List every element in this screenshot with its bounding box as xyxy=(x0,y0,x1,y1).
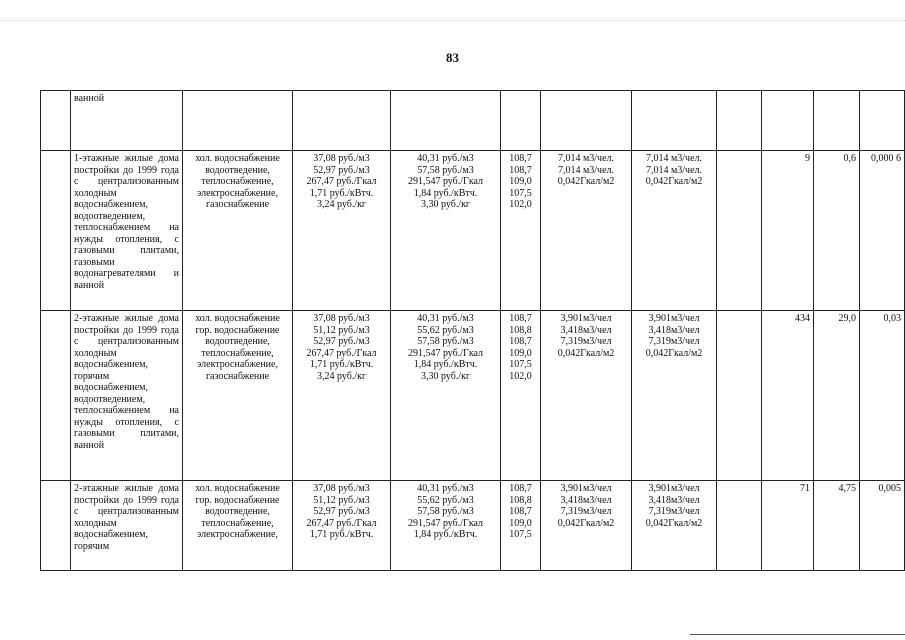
growth-index xyxy=(501,151,541,311)
tariff-new-line: 291,547 руб./Гкал xyxy=(407,347,484,359)
growth-index-line: 108,7 xyxy=(509,313,532,324)
consumption-norm-current-line: 7,319м3/чел xyxy=(560,336,612,347)
growth-index-line: 102,0 xyxy=(509,370,532,382)
consumption-norm-new-line: 0,042Гкал/м2 xyxy=(645,176,703,187)
growth-index-line: 108,7 xyxy=(509,483,532,494)
consumption-norm-new xyxy=(632,91,717,151)
share-value: 0,005 xyxy=(860,481,905,571)
tariff-new-line: 1,84 руб./кВтч. xyxy=(413,359,478,370)
table-row xyxy=(41,91,905,151)
tariff-new xyxy=(391,91,501,151)
tariff-current-line: 37,08 руб./м3 xyxy=(313,313,370,324)
utility-services-line: водоотведение, xyxy=(205,506,270,517)
table-row xyxy=(41,481,905,571)
consumption-norm-current-line: 3,901м3/чел xyxy=(560,313,612,324)
tariff-current-line: 51,12 руб./м3 xyxy=(313,324,370,336)
tariff-new-line: 40,31 руб./м3 xyxy=(417,313,474,324)
table-row xyxy=(41,151,905,311)
tariff-current-line: 3,24 руб./кг xyxy=(316,199,367,210)
tariff-new xyxy=(391,311,501,481)
tariff-current-line: 52,97 руб./м3 xyxy=(313,164,370,176)
consumption-norm-current-line: 3,901м3/чел xyxy=(560,483,612,494)
population-count xyxy=(762,91,814,151)
tariff-current-line: 1,71 руб./кВтч. xyxy=(309,529,374,540)
consumption-norm-current-line: 0,042Гкал/м2 xyxy=(557,176,615,187)
tariff-current xyxy=(293,151,391,311)
utility-services-line: хол. водоснабжение xyxy=(195,153,280,164)
consumption-norm-new-line: 0,042Гкал/м2 xyxy=(645,517,703,529)
area-value: 29,0 xyxy=(814,311,860,481)
tariff-new-line: 291,547 руб./Гкал xyxy=(407,517,484,529)
extra-column xyxy=(717,91,762,151)
housing-type-description: ванной xyxy=(71,91,183,151)
tariff-current xyxy=(293,311,391,481)
consumption-norm-new-line: 7,319м3/чел xyxy=(648,336,700,347)
consumption-norm-new-line: 7,319м3/чел xyxy=(648,506,700,517)
utility-services-line: хол. водоснабжение xyxy=(195,483,280,494)
growth-index xyxy=(501,481,541,571)
growth-index xyxy=(501,311,541,481)
housing-type-description: 2-этажные жилые дома постройки до 1999 года с централизованным холодным водоснабжением, горячим xyxy=(71,481,183,571)
consumption-norm-new xyxy=(632,311,717,481)
growth-index-line: 102,0 xyxy=(509,199,532,210)
consumption-norm-new-line: 7,014 м3/чел. xyxy=(645,164,703,176)
utility-services-line: электроснабжение, xyxy=(197,187,278,199)
consumption-norm-current-line: 0,042Гкал/м2 xyxy=(557,347,615,359)
consumption-norm-current-line: 7,319м3/чел xyxy=(560,506,612,517)
utility-services xyxy=(183,151,293,311)
utility-services-line: гор. водоснабжение xyxy=(195,324,280,336)
growth-index-line: 108,7 xyxy=(509,153,532,164)
growth-index-line: 109,0 xyxy=(509,517,532,529)
tariff-current-line: 3,24 руб./кг xyxy=(316,370,367,382)
scan-bottom-line xyxy=(690,634,905,635)
row-margin-cell xyxy=(41,311,71,481)
utility-services-line: электроснабжение, xyxy=(197,359,278,370)
utility-services-line: теплоснабжение, xyxy=(201,176,274,187)
row-margin-cell xyxy=(41,481,71,571)
tariff-table xyxy=(40,90,905,571)
consumption-norm-new xyxy=(632,481,717,571)
consumption-norm-current-line: 3,418м3/чел xyxy=(560,324,612,336)
extra-column xyxy=(717,151,762,311)
growth-index-line: 109,0 xyxy=(509,347,532,359)
growth-index-line: 107,5 xyxy=(509,529,532,540)
population-count: 9 xyxy=(762,151,814,311)
growth-index-line: 108,8 xyxy=(509,324,532,336)
consumption-norm-current xyxy=(541,481,632,571)
table-row xyxy=(41,311,905,481)
tariff-current-line: 1,71 руб./кВтч. xyxy=(309,187,374,199)
utility-services-line: хол. водоснабжение xyxy=(195,313,280,324)
row-margin-cell xyxy=(41,91,71,151)
utility-services-line: теплоснабжение, xyxy=(201,347,274,359)
growth-index-line: 107,5 xyxy=(509,187,532,199)
share-value: 0,000 6 xyxy=(860,151,905,311)
tariff-new-line: 57,58 руб./м3 xyxy=(417,506,474,517)
tariff-new-line: 40,31 руб./м3 xyxy=(417,483,474,494)
consumption-norm-new-line: 0,042Гкал/м2 xyxy=(645,347,703,359)
area-value: 4,75 xyxy=(814,481,860,571)
consumption-norm-current xyxy=(541,311,632,481)
growth-index-line: 109,0 xyxy=(509,176,532,187)
tariff-new-line: 3,30 руб./кг xyxy=(420,199,471,210)
scan-top-edge xyxy=(0,0,905,21)
tariff-new-line: 291,547 руб./Гкал xyxy=(407,176,484,187)
tariff-current-line: 267,47 руб./Гкал xyxy=(306,517,377,529)
consumption-norm-current-line: 3,418м3/чел xyxy=(560,494,612,506)
consumption-norm-new-line: 3,901м3/чел xyxy=(648,483,700,494)
utility-services-line: водоотведение, xyxy=(205,164,270,176)
consumption-norm-new-line: 3,901м3/чел xyxy=(648,313,700,324)
tariff-current-line: 37,08 руб./м3 xyxy=(313,153,370,164)
tariff-new xyxy=(391,481,501,571)
tariff-current-line: 52,97 руб./м3 xyxy=(313,506,370,517)
growth-index-line: 108,8 xyxy=(509,494,532,506)
tariff-current-line: 267,47 руб./Гкал xyxy=(306,347,377,359)
row-margin-cell xyxy=(41,151,71,311)
tariff-current-line: 37,08 руб./м3 xyxy=(313,483,370,494)
page-number: 83 xyxy=(446,50,459,65)
growth-index xyxy=(501,91,541,151)
tariff-new-line: 1,84 руб./кВтч. xyxy=(413,187,478,199)
population-count: 434 xyxy=(762,311,814,481)
growth-index-line: 108,7 xyxy=(509,164,532,176)
share-value: 0,03 xyxy=(860,311,905,481)
housing-type-description: 1-этажные жилые дома постройки до 1999 года с централизованным холодным водоснабжением, водоотведением, теплоснабжением на нужды отопления, с газовыми плитами, газовыми водонагревателями и ванной xyxy=(71,151,183,311)
consumption-norm-new xyxy=(632,151,717,311)
utility-services-line: газоснабжение xyxy=(205,199,270,210)
tariff-current xyxy=(293,91,391,151)
consumption-norm-current-line: 7,014 м3/чел. xyxy=(557,153,615,164)
area-value: 0,6 xyxy=(814,151,860,311)
tariff-new-line: 40,31 руб./м3 xyxy=(417,153,474,164)
growth-index-line: 107,5 xyxy=(509,359,532,370)
area-value xyxy=(814,91,860,151)
consumption-norm-new-line: 3,418м3/чел xyxy=(648,324,700,336)
consumption-norm-new-line: 3,418м3/чел xyxy=(648,494,700,506)
tariff-new-line: 55,62 руб./м3 xyxy=(417,324,474,336)
utility-services xyxy=(183,311,293,481)
utility-services-line: электроснабжение, xyxy=(197,529,278,540)
utility-services-line: теплоснабжение, xyxy=(201,517,274,529)
growth-index-line: 108,7 xyxy=(509,336,532,347)
share-value xyxy=(860,91,905,151)
tariff-current-line: 1,71 руб./кВтч. xyxy=(309,359,374,370)
consumption-norm-current xyxy=(541,91,632,151)
utility-services xyxy=(183,91,293,151)
growth-index-line: 108,7 xyxy=(509,506,532,517)
tariff-new-line: 3,30 руб./кг xyxy=(420,370,471,382)
utility-services-line: водоотведение, xyxy=(205,336,270,347)
tariff-current-line: 52,97 руб./м3 xyxy=(313,336,370,347)
tariff-current-line: 51,12 руб./м3 xyxy=(313,494,370,506)
population-count: 71 xyxy=(762,481,814,571)
consumption-norm-current xyxy=(541,151,632,311)
utility-services xyxy=(183,481,293,571)
consumption-norm-current-line: 0,042Гкал/м2 xyxy=(557,517,615,529)
consumption-norm-current-line: 7,014 м3/чел. xyxy=(557,164,615,176)
consumption-norm-new-line: 7,014 м3/чел. xyxy=(645,153,703,164)
tariff-current-line: 267,47 руб./Гкал xyxy=(306,176,377,187)
tariff-new-line: 1,84 руб./кВтч. xyxy=(413,529,478,540)
tariff-new-line: 57,58 руб./м3 xyxy=(417,164,474,176)
extra-column xyxy=(717,311,762,481)
utility-services-line: гор. водоснабжение xyxy=(195,494,280,506)
extra-column xyxy=(717,481,762,571)
utility-services-line: газоснабжение xyxy=(205,370,270,382)
housing-type-description: 2-этажные жилые дома постройки до 1999 года с централизованным холодным водоснабжением, горячим водоснабжением, водоотведением, теплоснабжением на нужды отопления, с газовыми плитами, ванной xyxy=(71,311,183,481)
tariff-current xyxy=(293,481,391,571)
tariff-new-line: 57,58 руб./м3 xyxy=(417,336,474,347)
tariff-new xyxy=(391,151,501,311)
tariff-new-line: 55,62 руб./м3 xyxy=(417,494,474,506)
